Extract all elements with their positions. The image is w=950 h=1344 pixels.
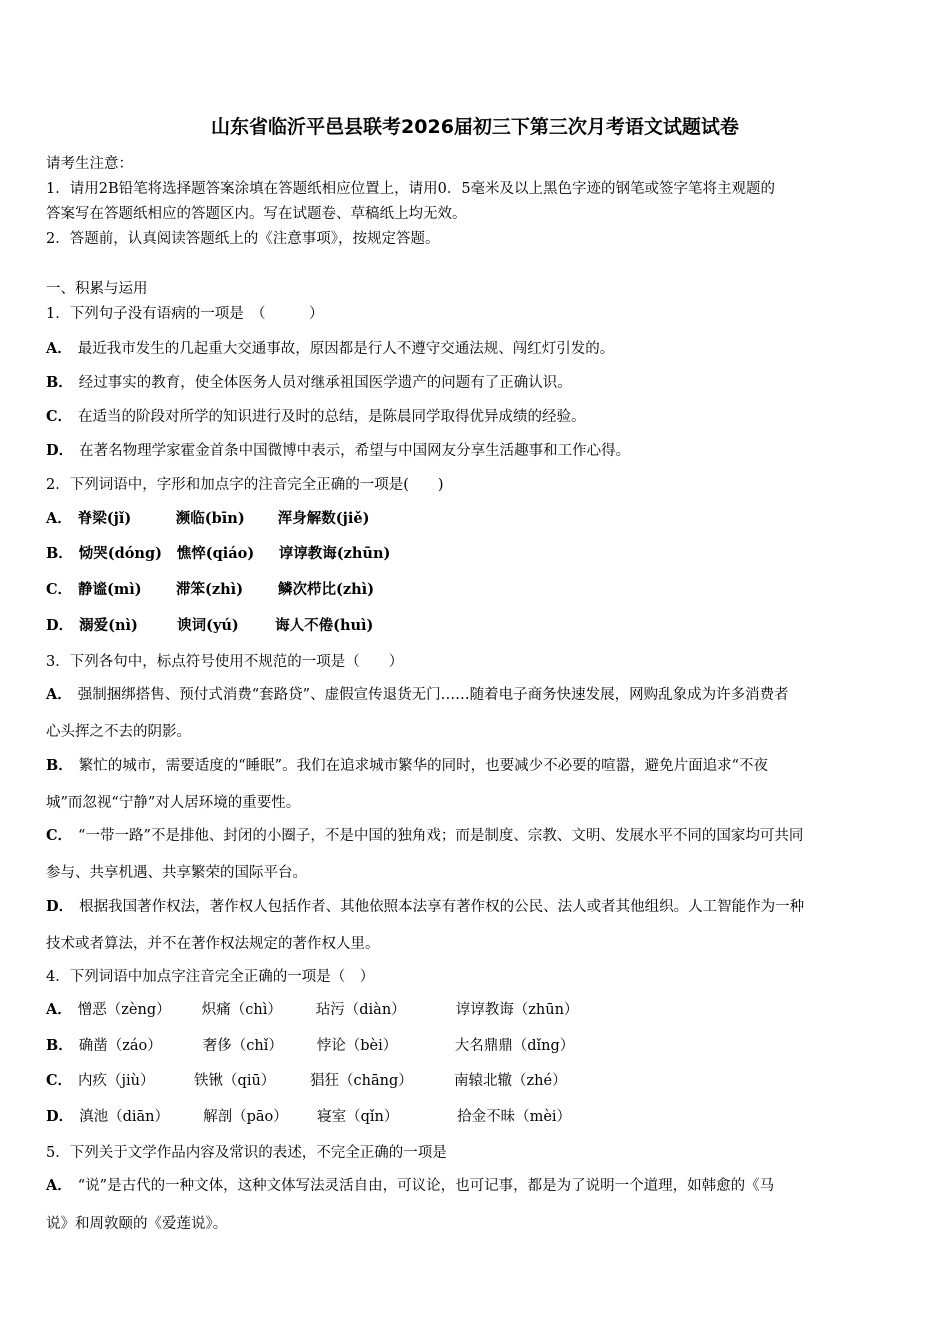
q4-option-a	[46, 998, 578, 1019]
option-word: 猖狂（chāng）	[310, 1073, 413, 1089]
q1-option-c	[46, 405, 586, 426]
option-letter: C．	[46, 408, 73, 425]
option-word: 憎恶（zèng）	[77, 1002, 171, 1018]
option-text: 在著名物理学家霍金首条中国微博中表示，希望与中国网友分享生活趣事和工作心得。	[79, 443, 631, 459]
notice-header: 请考生注意：	[46, 156, 133, 172]
option-word: 恸哭(dóng)	[78, 545, 162, 562]
notice-item-2: 2．答题前，认真阅读答题纸上的《注意事项》，按规定答题。	[46, 231, 440, 247]
option-word: 浑身解数(jiě)	[277, 510, 370, 527]
option-word: 确凿（záo）	[78, 1038, 162, 1054]
option-letter: C．	[46, 1072, 73, 1089]
option-letter: B．	[46, 545, 73, 562]
option-word: 鳞次栉比(zhì)	[278, 581, 375, 598]
option-text: 繁忙的城市，需要适度的“睡眠”。我们在追求城市繁华的同时，也要减少不必要的喧嚣，避免片面追求“不夜	[78, 758, 768, 774]
option-word: 内疚（jiù）	[78, 1073, 155, 1089]
option-word: 滇池（diān）	[79, 1109, 169, 1125]
q1-option-a	[46, 337, 614, 358]
option-word: 悖论（bèi）	[316, 1038, 398, 1054]
q3-option-a-line-2: 心头挥之不去的阴影。	[46, 724, 191, 740]
q5-option-a-line-1	[46, 1174, 774, 1195]
option-text: 强制捆绑搭售、预付式消费“套路贷”、虚假宣传退货无门……随着电子商务快速发展，网购乱象成为许多消费者	[77, 687, 789, 703]
page-title: 山东省临沂平邑县联考2026届初三下第三次月考语文试题试卷	[211, 116, 739, 138]
q3-option-d-line-2: 技术或者算法，并不在著作权法规定的著作权人里。	[46, 936, 380, 952]
option-word: 寝室（qǐn）	[317, 1109, 399, 1125]
option-letter: D．	[46, 1108, 74, 1125]
option-text: “说”是古代的一种文体，这种文体写法灵活自由，可议论，也可记事，都是为了说明一个道理，如韩愈的《马	[77, 1178, 775, 1194]
q5-option-a-line-2: 说》和周敦颐的《爱莲说》。	[46, 1216, 228, 1232]
option-word: 诲人不倦(huì)	[275, 617, 374, 634]
notice-item-1-line-1: 1．请用2B铅笔将选择题答案涂填在答题纸相应位置上，请用0．5毫米及以上黑色字迹的钢笔或签字笔将主观题的	[46, 181, 776, 197]
option-word: 炽痛（chì）	[201, 1002, 282, 1018]
q1-option-b	[46, 371, 572, 392]
q5-stem: 5．下列关于文学作品内容及常识的表述，不完全正确的一项是	[46, 1145, 447, 1161]
option-word: 谆谆教诲（zhūn）	[455, 1002, 579, 1018]
option-letter: D．	[46, 617, 74, 634]
q3-option-a-line-1	[46, 683, 789, 704]
option-word: 脊梁(jǐ)	[77, 510, 132, 527]
option-letter: A．	[46, 1177, 72, 1194]
q2-option-b	[46, 542, 390, 563]
q1-option-d	[46, 439, 630, 460]
option-letter: A．	[46, 340, 72, 357]
option-word: 憔悴(qiáo)	[176, 545, 255, 562]
option-word: 南辕北辙（zhé）	[454, 1073, 567, 1089]
q3-stem: 3．下列各句中，标点符号使用不规范的一项是（ ）	[46, 654, 404, 670]
option-word: 谀词(yú)	[177, 617, 239, 634]
q4-option-b	[46, 1034, 574, 1055]
option-letter: C．	[46, 827, 73, 844]
option-letter: D．	[46, 442, 74, 459]
q1-stem: 1．下列句子没有语病的一项是 （ ）	[46, 306, 324, 322]
option-letter: B．	[46, 374, 73, 391]
option-word: 谆谆教诲(zhūn)	[278, 545, 391, 562]
option-word: 拾金不昧（mèi）	[457, 1109, 572, 1125]
option-word: 玷污（diàn）	[315, 1002, 406, 1018]
option-letter: C．	[46, 581, 73, 598]
option-letter: A．	[46, 686, 72, 703]
section-heading: 一、积累与运用	[46, 281, 148, 297]
option-letter: B．	[46, 757, 73, 774]
q4-stem: 4．下列词语中加点字注音完全正确的一项是（ ）	[46, 969, 375, 985]
q2-option-c	[46, 578, 374, 599]
option-text: 根据我国著作权法，著作权人包括作者、其他依照本法享有著作权的公民、法人或者其他组织。人工智能作为一种	[79, 899, 805, 915]
q2-option-d	[46, 614, 373, 635]
q3-option-d-line-1	[46, 895, 804, 916]
option-word: 滞笨(zhì)	[176, 581, 244, 598]
option-word: 解剖（pāo）	[203, 1109, 288, 1125]
option-word: 静谧(mì)	[78, 581, 142, 598]
option-letter: D．	[46, 898, 74, 915]
option-text: 经过事实的教育，使全体医务人员对继承祖国医学遗产的问题有了正确认识。	[78, 375, 572, 391]
option-word: 铁锹（qiū）	[194, 1073, 276, 1089]
q4-option-d	[46, 1105, 571, 1126]
q3-option-c-line-1	[46, 824, 803, 845]
option-text: “一带一路”不是排他、封闭的小圈子，不是中国的独角戏；而是制度、宗教、文明、发展水平不同的国家均可共同	[78, 828, 804, 844]
option-text: 最近我市发生的几起重大交通事故，原因都是行人不遵守交通法规、闯红灯引发的。	[77, 341, 615, 357]
q3-option-b-line-1	[46, 754, 768, 775]
q2-stem: 2．下列词语中，字形和加点字的注音完全正确的一项是( )	[46, 477, 444, 493]
q3-option-b-line-2: 城”而忽视“宁静”对人居环境的重要性。	[46, 795, 301, 811]
option-word: 大名鼎鼎（dǐng）	[454, 1038, 575, 1054]
q3-option-c-line-2: 参与、共享机遇、共享繁荣的国际平台。	[46, 865, 307, 881]
option-text: 在适当的阶段对所学的知识进行及时的总结，是陈晨同学取得优异成绩的经验。	[78, 409, 586, 425]
notice-item-1-line-2: 答案写在答题纸相应的答题区内。写在试题卷、草稿纸上均无效。	[46, 206, 467, 222]
option-letter: B．	[46, 1037, 73, 1054]
option-letter: A．	[46, 1001, 72, 1018]
q2-option-a	[46, 507, 369, 528]
option-word: 奢侈（chǐ）	[202, 1038, 283, 1054]
option-letter: A．	[46, 510, 72, 527]
option-word: 溺爱(nì)	[79, 617, 138, 634]
option-word: 濒临(bīn)	[175, 510, 245, 527]
q4-option-c	[46, 1069, 567, 1090]
